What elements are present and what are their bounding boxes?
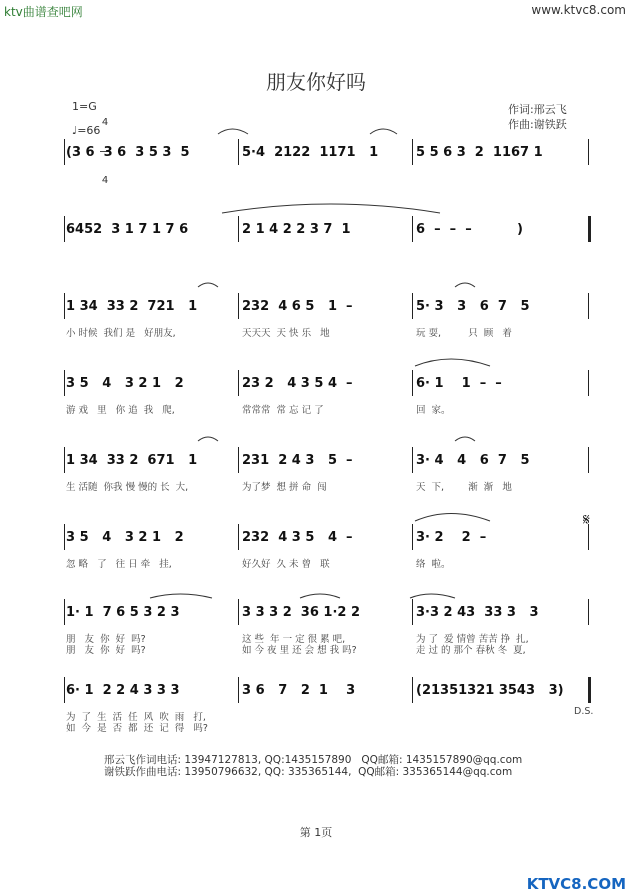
lyric-line-2: 如 今 是 否 都 还 记 得 吗? xyxy=(66,723,208,734)
lyric-line-1: 天天天 天 快 乐 地 xyxy=(242,328,330,339)
lyric-line-1: 好久好 久 未 曾 联 xyxy=(242,559,330,570)
slur xyxy=(198,437,218,441)
lyric-line-2: 朋 友 你 好 吗? xyxy=(66,645,146,656)
note-segment: 3 5 4 3 2 1 2 xyxy=(66,530,184,545)
note-segment: 3· 2 2 – xyxy=(416,530,487,545)
note-segment: 3· 4 4 6 7 5 xyxy=(416,453,530,468)
lyric-line-1: 这 些 年 一 定 很 累 吧, xyxy=(242,634,346,645)
note-segment: 5 5 6 3 2 1167 1 xyxy=(416,145,543,160)
note-segment: 231 2 4 3 5 – xyxy=(242,453,353,468)
page-title: 朋友你好吗 xyxy=(266,70,366,94)
key-signature: 1=G xyxy=(72,100,97,113)
lyric-line-1: 玩 耍, 只 顾 着 xyxy=(416,328,512,339)
note-segment: 6452 3 1 7 1 7 6 xyxy=(66,222,189,237)
note-segment: 5·4 2122 1171 1 xyxy=(242,145,379,160)
contact-line-composer: 谢铁跃作曲电话: 13950796632, QQ: 335365144, QQ邮箱: 335365144@qq.com xyxy=(104,766,513,778)
composer-credit: 作曲:谢铁跃 xyxy=(508,118,567,131)
lyric-line-1: 常常常 常 忘 记 了 xyxy=(242,405,324,416)
contact-line-lyricist: 邢云飞作词电话: 13947127813, QQ:1435157890 QQ邮箱: 1435157890@qq.com xyxy=(104,754,523,766)
lyric-line-1: 回 家。 xyxy=(416,405,451,416)
note-segment: (21351321 3543 3) xyxy=(416,683,564,698)
lyric-line-1: 忽 略 了 往 日 牵 挂, xyxy=(66,559,172,570)
lyric-line-1: 为 了 生 活 任 风 吹 雨 打, xyxy=(66,712,206,723)
note-segment: 3 6 7 2 1 3 xyxy=(242,683,356,698)
note-segment: 232 4 6 5 1 – xyxy=(242,299,353,314)
ds-marking: D.S. xyxy=(574,706,594,717)
note-segment: 3·3 2 43 33 3 3 xyxy=(416,605,539,620)
lyric-line-2: 走 过 的 那个 春秋 冬 夏, xyxy=(416,645,526,656)
note-segment: (3 6 3 6 3 5 3 5 xyxy=(66,145,190,160)
watermark-left: ktv曲谱查吧网 xyxy=(4,5,83,19)
note-segment: 3 5 4 3 2 1 2 xyxy=(66,376,184,391)
note-segment: 6· 1 2 2 4 3 3 3 xyxy=(66,683,180,698)
watermark-right: www.ktvc8.com xyxy=(531,3,626,17)
slur xyxy=(370,129,397,134)
note-segment: 23 2 4 3 5 4 – xyxy=(242,376,353,391)
slur xyxy=(150,594,212,598)
page-number: 第 1页 xyxy=(299,826,333,839)
slur xyxy=(410,594,455,598)
lyric-line-1: 朋 友 你 好 吗? xyxy=(66,634,146,645)
note-segment: 1· 1 7 6 5 3 2 3 xyxy=(66,605,180,620)
time-bottom: 4 xyxy=(101,175,109,186)
note-segment: 1 34 33 2 721 1 xyxy=(66,299,198,314)
note-segment: 2 1 4 2 2 3 7 1 xyxy=(242,222,351,237)
note-segment: 6 – – – ) xyxy=(416,222,523,237)
slur xyxy=(415,514,490,522)
lyric-line-1: 为 了 爱 情曾 苦苦 挣 扎, xyxy=(416,634,529,645)
slur xyxy=(415,359,490,366)
slur xyxy=(300,594,340,598)
lyric-line-1: 络 啦。 xyxy=(416,559,451,570)
note-segment: 5· 3 3 6 7 5 xyxy=(416,299,530,314)
slur xyxy=(218,129,248,134)
slur xyxy=(222,204,440,213)
slur xyxy=(455,437,475,441)
lyric-line-1: 生 活随 你我 慢 慢的 长 大, xyxy=(66,482,189,493)
tempo-marking: ♩=66 xyxy=(72,124,101,137)
lyric-line-1: 小 时候 我们 是 好朋友, xyxy=(66,328,176,339)
slur xyxy=(455,283,475,287)
note-segment: 3 3 3 2 36 1·2 2 xyxy=(242,605,361,620)
lyric-line-2: 如 今 夜 里 还 会 想 我 吗? xyxy=(242,645,357,656)
note-segment: 1 34 33 2 671 1 xyxy=(66,453,198,468)
note-segment: 6· 1 1 – – xyxy=(416,376,502,391)
watermark-bottom: KTVC8.COM xyxy=(526,875,626,893)
lyric-line-1: 天 下, 渐 渐 地 xyxy=(416,482,512,493)
slur xyxy=(198,283,218,287)
segno-sign: 𝄋 xyxy=(583,510,590,529)
lyric-line-1: 游 戏 里 你 追 我 爬, xyxy=(66,405,175,416)
note-segment: 232 4 3 5 4 – xyxy=(242,530,353,545)
lyric-line-1: 为了梦 想 拼 命 闯 xyxy=(242,482,327,493)
time-top: 4 xyxy=(101,117,109,128)
lyricist-credit: 作词:邢云飞 xyxy=(508,103,567,116)
